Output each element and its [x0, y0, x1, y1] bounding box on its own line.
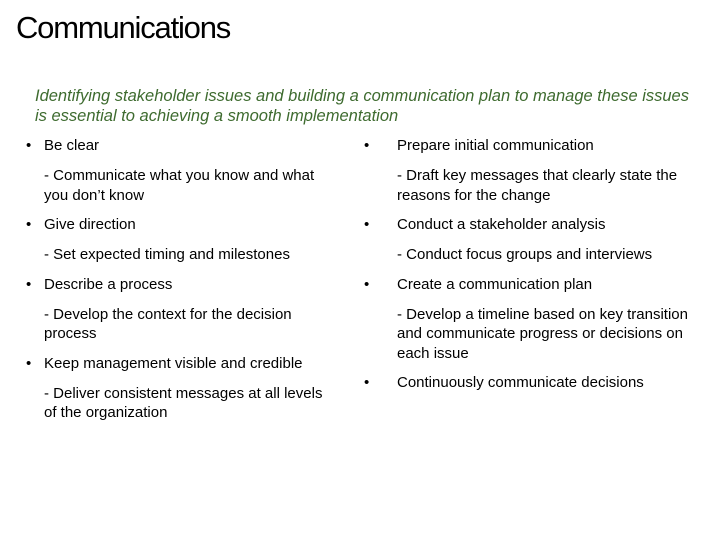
list-item-be-clear	[26, 136, 336, 205]
item-heading: Continuously communicate decisions	[397, 374, 644, 391]
item-detail: - Set expected timing and milestones	[44, 246, 290, 263]
bullet-icon: •	[26, 216, 32, 233]
item-heading: Give direction	[44, 216, 136, 233]
bullet-icon: •	[26, 137, 32, 154]
list-item-continuously-communicate	[364, 373, 704, 393]
list-item-prepare-communication	[364, 136, 704, 205]
item-heading: Prepare initial communication	[397, 137, 594, 154]
list-item-stakeholder-analysis	[364, 215, 704, 265]
bullet-icon: •	[364, 137, 370, 154]
bullet-icon: •	[364, 216, 370, 233]
item-detail: - Develop the context for the decision process	[44, 305, 292, 342]
item-detail: - Communicate what you know and what you don’t know	[44, 167, 315, 204]
item-heading: Conduct a stakeholder analysis	[397, 216, 606, 233]
item-heading: Be clear	[44, 137, 100, 154]
list-item-communication-plan	[364, 275, 704, 364]
right-column	[364, 136, 704, 393]
slide-subtitle: Identifying stakeholder issues and building a communication plan to manage these issues is essential to achieving a smooth implementation	[35, 87, 689, 125]
item-heading: Describe a process	[44, 275, 173, 293]
left-column	[26, 136, 336, 423]
item-detail: - Conduct focus groups and interviews	[397, 246, 653, 263]
bullet-icon: •	[364, 275, 370, 293]
list-item-keep-management-visible	[26, 354, 336, 423]
item-heading: Keep management visible and credible	[44, 354, 303, 372]
bullet-icon: •	[26, 354, 32, 372]
item-heading: Create a communication plan	[397, 275, 593, 293]
list-item-describe-process	[26, 275, 336, 344]
list-item-give-direction	[26, 215, 336, 265]
item-detail: - Develop a timeline based on key transition and communicate progress or decisions on each issue	[397, 305, 688, 362]
bullet-icon: •	[364, 374, 370, 391]
slide-title: Communications	[16, 10, 231, 45]
item-detail: - Draft key messages that clearly state the reasons for the change	[397, 167, 678, 204]
item-detail: - Deliver consistent messages at all levels of the organization	[44, 384, 323, 421]
bullet-icon: •	[26, 275, 32, 293]
